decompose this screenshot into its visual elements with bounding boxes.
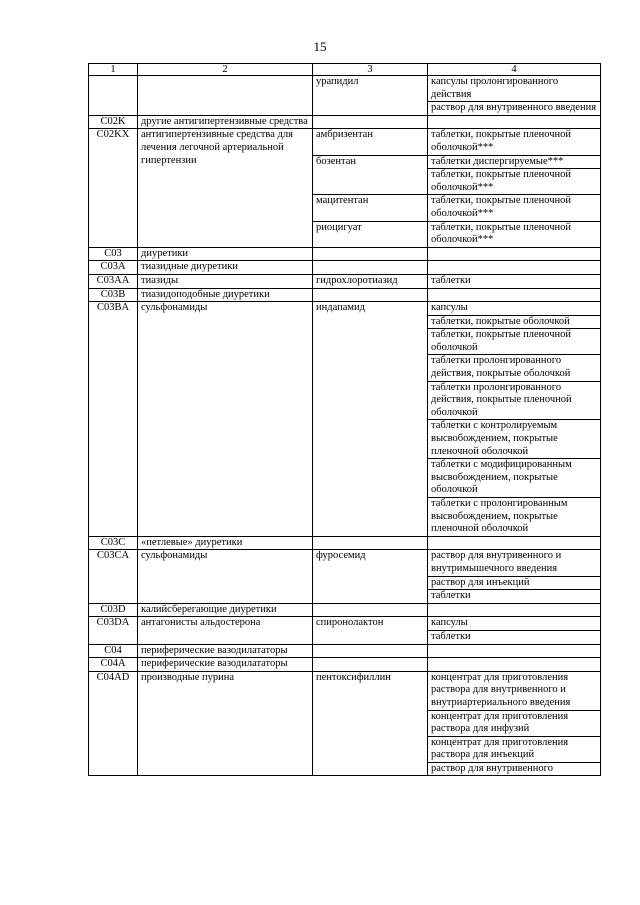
drug-name-cell: индапамид	[313, 302, 428, 537]
group-name-cell: сульфонамиды	[138, 550, 313, 603]
dosage-form-cell	[428, 288, 601, 302]
atc-code-cell: C03DA	[89, 617, 138, 644]
table-row	[89, 302, 601, 316]
drug-name-cell: урапидил	[313, 76, 428, 116]
drug-name-cell: спиронолактон	[313, 617, 428, 644]
table-row	[89, 247, 601, 261]
group-name-cell: диуретики	[138, 247, 313, 261]
table-row	[89, 617, 601, 631]
table-row	[89, 550, 601, 576]
atc-code-cell: C03CA	[89, 550, 138, 603]
group-name-cell: тиазидные диуретики	[138, 261, 313, 275]
table-body	[89, 76, 601, 776]
header-cell: 4	[428, 64, 601, 76]
group-name-cell: другие антигипертензивные средства	[138, 115, 313, 129]
dosage-form-cell: концентрат для приготовления раствора для инъекций	[428, 736, 601, 762]
dosage-form-cell: раствор для внутривенного	[428, 762, 601, 776]
drug-name-cell: амбризентан	[313, 129, 428, 155]
drug-name-cell	[313, 115, 428, 129]
table-row	[89, 76, 601, 102]
dosage-form-cell: таблетки, покрытые оболочкой	[428, 315, 601, 329]
atc-code-cell	[89, 76, 138, 116]
table-row	[89, 129, 601, 155]
atc-code-cell: C03BA	[89, 302, 138, 537]
group-name-cell	[138, 76, 313, 116]
dosage-form-cell: концентрат для приготовления раствора для инфузий	[428, 710, 601, 736]
group-name-cell: периферические вазодилататоры	[138, 644, 313, 658]
atc-code-cell: C03AA	[89, 274, 138, 288]
dosage-form-cell: таблетки пролонгированного действия, покрытые оболочкой	[428, 355, 601, 381]
atc-code-cell: C03C	[89, 536, 138, 550]
dosage-form-cell: таблетки	[428, 630, 601, 644]
group-name-cell: тиазиды	[138, 274, 313, 288]
dosage-form-cell: таблетки, покрытые пленочной оболочкой***	[428, 195, 601, 221]
atc-code-cell: C04AD	[89, 671, 138, 776]
atc-code-cell: C02KX	[89, 129, 138, 247]
group-name-cell: антигипертензивные средства для лечения легочной артериальной гипертензии	[138, 129, 313, 247]
drug-name-cell	[313, 536, 428, 550]
dosage-form-cell	[428, 603, 601, 617]
dosage-form-cell: таблетки, покрытые пленочной оболочкой***	[428, 169, 601, 195]
dosage-form-cell: таблетки	[428, 590, 601, 604]
dosage-form-cell	[428, 247, 601, 261]
table-row	[89, 288, 601, 302]
drug-name-cell	[313, 658, 428, 672]
dosage-form-cell: раствор для инъекций	[428, 576, 601, 590]
table-row	[89, 536, 601, 550]
atc-code-cell: C03A	[89, 261, 138, 275]
group-name-cell: сульфонамиды	[138, 302, 313, 537]
group-name-cell: тиазидоподобные диуретики	[138, 288, 313, 302]
dosage-form-cell: таблетки с контролируемым высвобождением, покрытые пленочной оболочкой	[428, 420, 601, 459]
drug-name-cell: мацитентан	[313, 195, 428, 221]
table-row	[89, 261, 601, 275]
dosage-form-cell: таблетки, покрытые пленочной оболочкой***	[428, 129, 601, 155]
table-row	[89, 274, 601, 288]
header-cell: 2	[138, 64, 313, 76]
dosage-form-cell: таблетки с пролонгированным высвобождением, покрытые пленочной оболочкой	[428, 498, 601, 537]
dosage-form-cell	[428, 658, 601, 672]
dosage-form-cell: таблетки, покрытые пленочной оболочкой***	[428, 221, 601, 247]
page-number: 15	[313, 39, 327, 54]
dosage-form-cell	[428, 536, 601, 550]
dosage-form-cell: капсулы	[428, 302, 601, 316]
drug-name-cell: риоцигуат	[313, 221, 428, 247]
atc-code-cell: C03	[89, 247, 138, 261]
dosage-form-cell	[428, 261, 601, 275]
dosage-form-cell	[428, 115, 601, 129]
dosage-form-cell: капсулы	[428, 617, 601, 631]
group-name-cell: «петлевые» диуретики	[138, 536, 313, 550]
atc-code-cell: C04	[89, 644, 138, 658]
atc-code-cell: C02K	[89, 115, 138, 129]
drug-name-cell: гидрохлоротиазид	[313, 274, 428, 288]
group-name-cell: производные пурина	[138, 671, 313, 776]
table-row	[89, 644, 601, 658]
drug-name-cell	[313, 644, 428, 658]
drug-name-cell	[313, 288, 428, 302]
atc-code-cell: C03B	[89, 288, 138, 302]
drug-name-cell	[313, 603, 428, 617]
dosage-form-cell: таблетки, покрытые пленочной оболочкой	[428, 329, 601, 355]
dosage-form-cell: таблетки	[428, 274, 601, 288]
dosage-form-cell	[428, 644, 601, 658]
dosage-form-cell: раствор для внутривенного введения	[428, 102, 601, 116]
dosage-form-cell: таблетки с модифицированным высвобождением, покрытые оболочкой	[428, 459, 601, 498]
dosage-form-cell: концентрат для приготовления раствора для внутривенного и внутриартериального введения	[428, 671, 601, 710]
group-name-cell: калийсберегающие диуретики	[138, 603, 313, 617]
drug-name-cell	[313, 261, 428, 275]
dosage-form-cell: таблетки диспергируемые***	[428, 155, 601, 169]
table-row	[89, 603, 601, 617]
drug-name-cell: фуросемид	[313, 550, 428, 603]
dosage-form-cell: капсулы пролонгированного действия	[428, 76, 601, 102]
header-cell: 1	[89, 64, 138, 76]
atc-code-cell: C03D	[89, 603, 138, 617]
drug-name-cell: бозентан	[313, 155, 428, 195]
header-cell: 3	[313, 64, 428, 76]
dosage-form-cell: раствор для внутривенного и внутримышечного введения	[428, 550, 601, 576]
atc-code-cell: C04A	[89, 658, 138, 672]
drug-name-cell	[313, 247, 428, 261]
group-name-cell: периферические вазодилататоры	[138, 658, 313, 672]
dosage-form-cell: таблетки пролонгированного действия, покрытые пленочной оболочкой	[428, 381, 601, 420]
drug-table	[88, 63, 601, 776]
table-row	[89, 671, 601, 710]
drug-name-cell: пентоксифиллин	[313, 671, 428, 776]
table-row	[89, 658, 601, 672]
table-row	[89, 115, 601, 129]
table-header-row	[89, 64, 601, 76]
group-name-cell: антагонисты альдостерона	[138, 617, 313, 644]
